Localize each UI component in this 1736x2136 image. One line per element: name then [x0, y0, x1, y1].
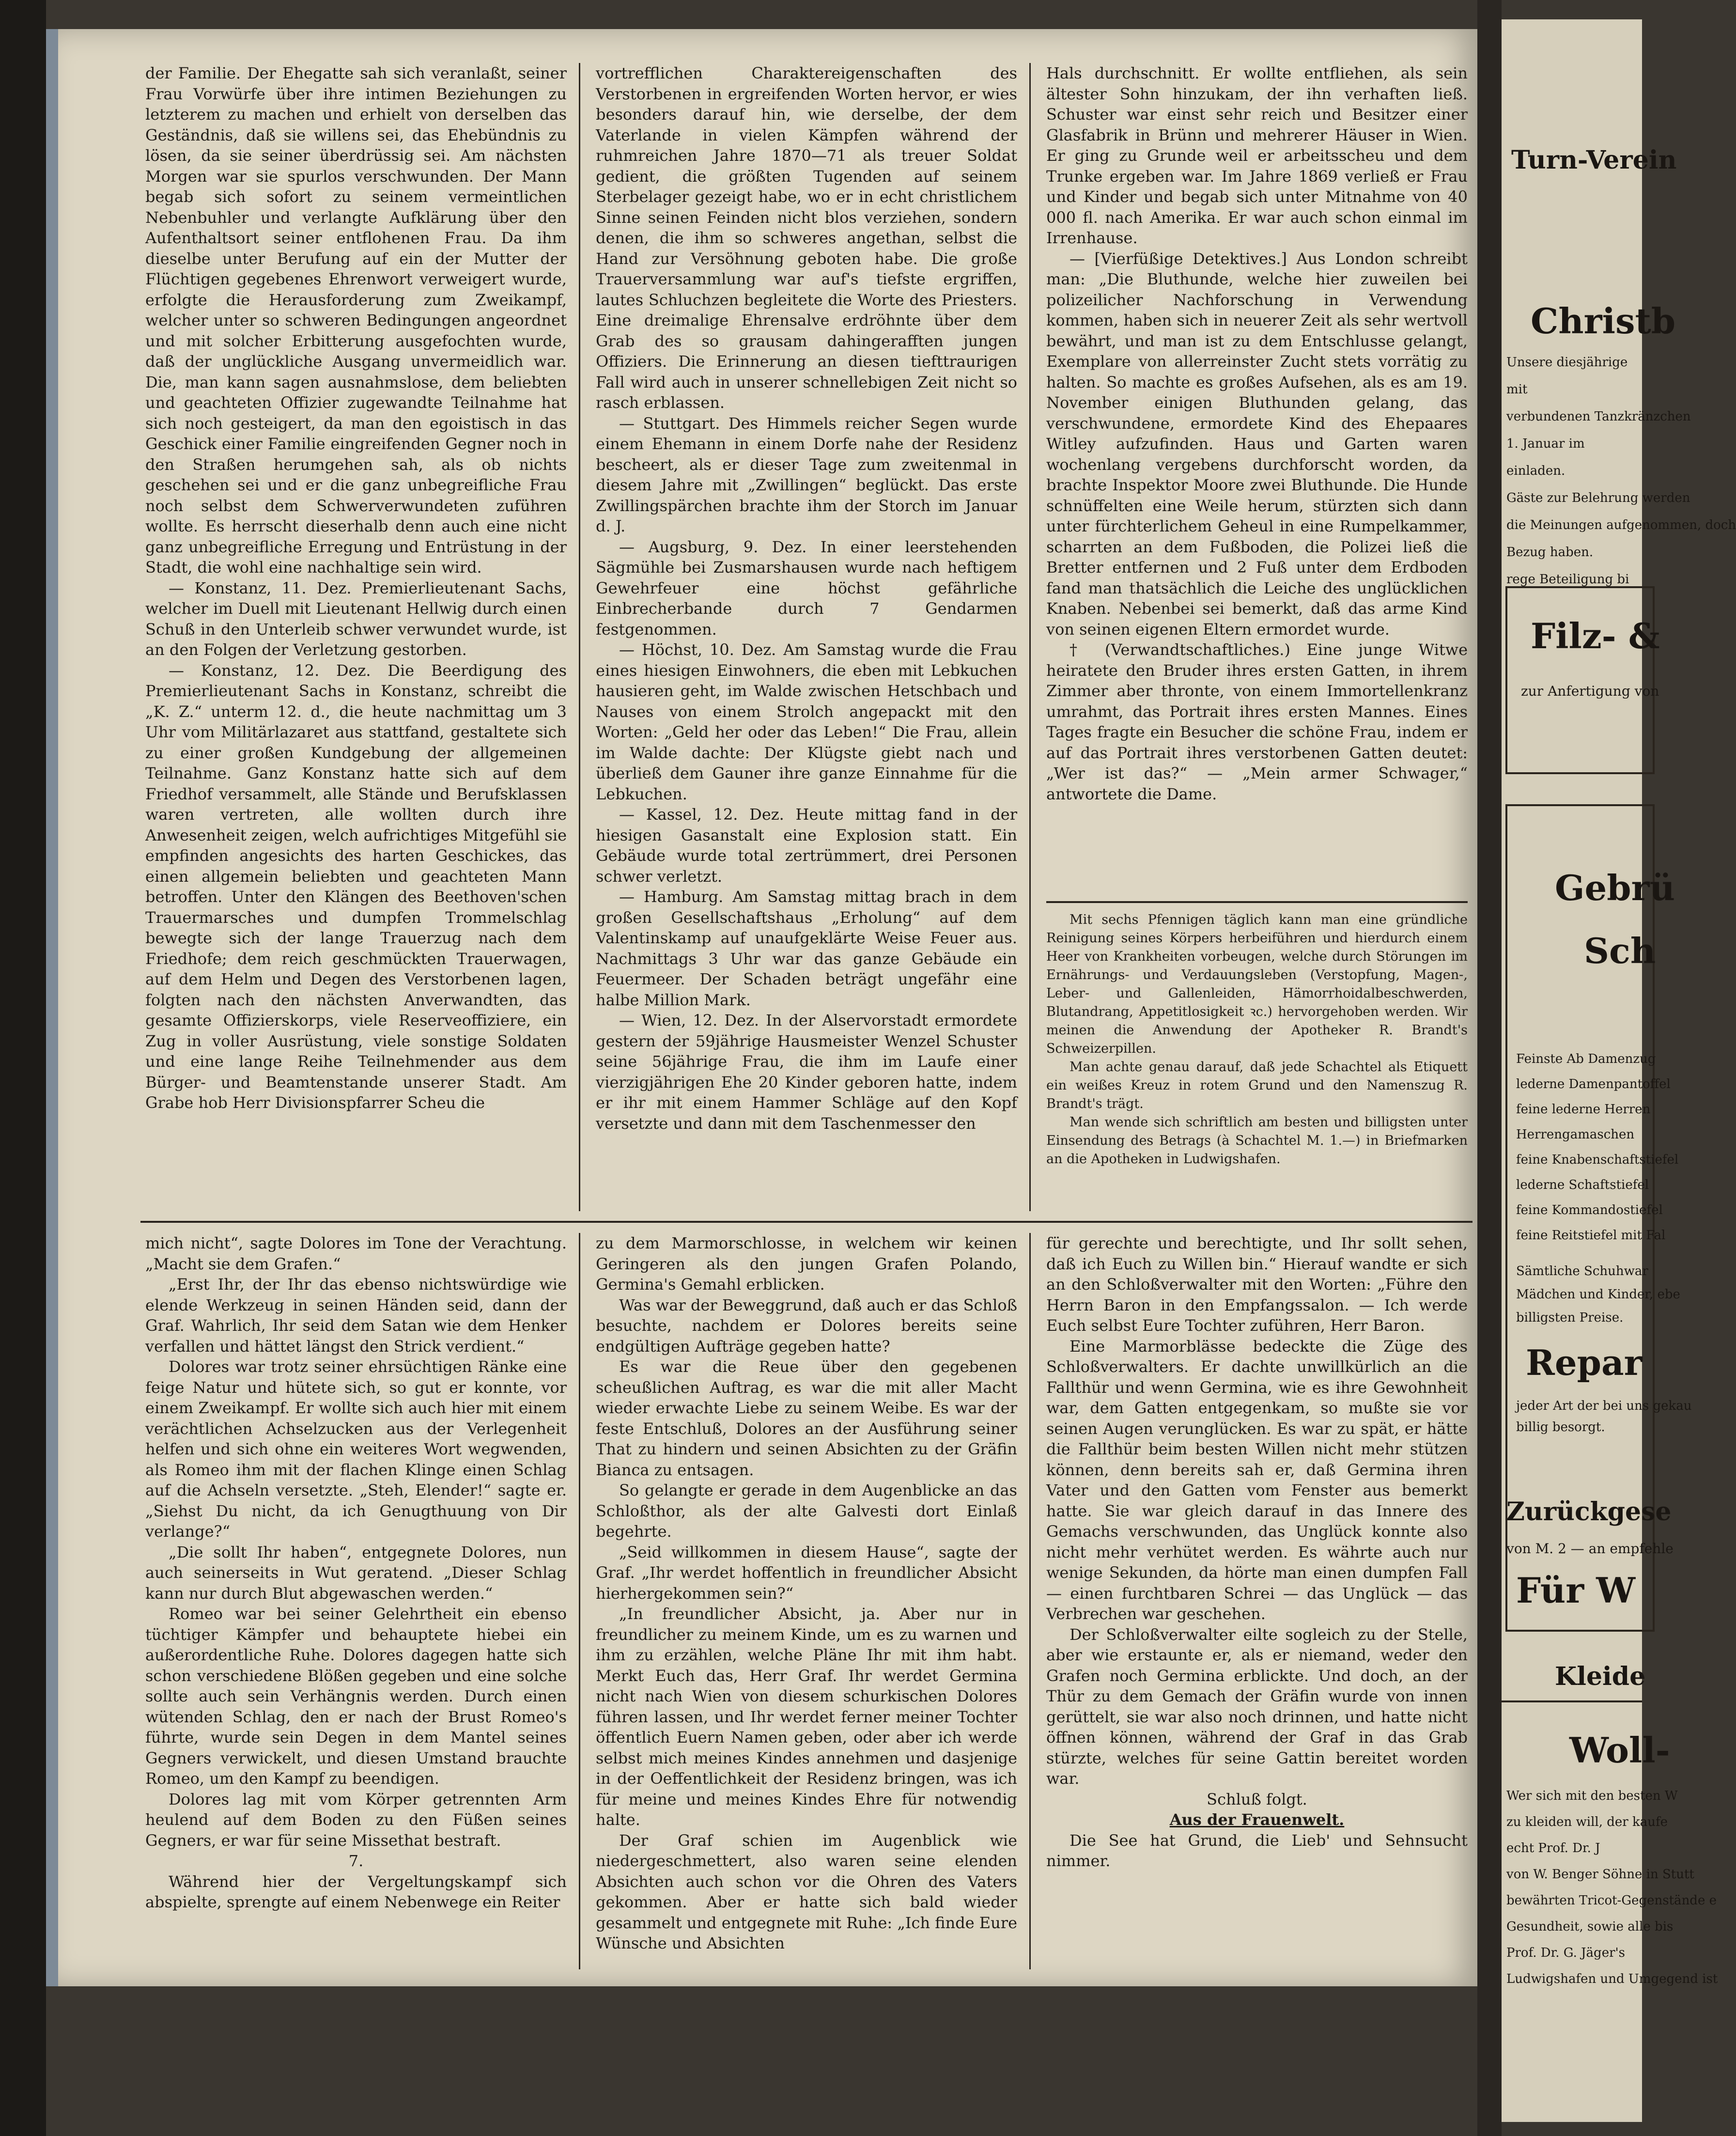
newspaper-page [58, 29, 1477, 1986]
ad-line: Gäste zur Belehrung werden [1506, 491, 1690, 505]
paragraph: Dolores lag mit vom Körper getrennten Arm heulend auf dem Boden zu den Füßen seines Gegners, er war für seine Missethat bestraft. [145, 1790, 567, 1850]
paragraph: — Augsburg, 9. Dez. In einer leerstehenden Sägmühle bei Zusmarshausen wurde nach heftigem Gewehrfeuer eine höchst gefährliche Einbrecherbande durch 7 Gendarmen festgenommen. [596, 537, 1017, 639]
paragraph: — Wien, 12. Dez. In der Alservorstadt ermordete gestern der 59jährige Hausmeister Wenzel Schuster seine 56jährige Frau, die ihm im Laufe einer vierzigjährigen Ehe 20 Kinder geboren hatte, indem er ihr mit einem Hammer Schläge auf den Kopf versetzte und dann mit dem Taschenmesser den [596, 1011, 1017, 1133]
ad-lines-2 [1516, 1046, 1678, 1248]
column-2-lower [596, 1233, 1017, 1954]
paragraph: der Familie. Der Ehegatte sah sich veranlaßt, seiner Frau Vorwürfe über ihre intimen Beziehungen zu letzterem zu machen und erhielt von derselben das Geständnis, daß sie willens sei, das Ehebündnis zu lösen, da sie seiner überdrüssig sei. Am nächsten Morgen war sie spurlos verschwunden. Der Mann begab sich sofort zu seinem vermeintlichen Nebenbuhler und verlangte Aufklärung über den Aufenthaltsort seiner entflohenen Frau. Da ihm dieselbe unter Berufung auf ein der Mutter der Flüchtigen gegebenes Ehrenwort verweigert wurde, erfolgte die Herausforderung zum Zweikampf, welcher unter so schweren Bedingungen angeordnet und mit solcher Erbitterung ausgefochten wurde, daß der unglückliche Ausgang unvermeidlich war. Die, man kann sagen ausnahmslose, dem beliebten und geachteten Offizier zugewandte Teilnahme hat sich noch gesteigert, da man den egoistisch in das Geschick einer Familie eingreifenden Gegner noch in den Straßen herumgehen sah, als ob nichts geschehen sei und er die ganz unbegreifliche Frau noch selbst dem Schwerverwundeten zuführen wollte. Es herrscht dieserhalb denn auch eine nicht ganz unbegreifliche Erregung und Entrüstung in der Stadt, die wohl eine nachhaltige sein wird. [145, 64, 567, 577]
book-binding [0, 0, 46, 2136]
paragraph: — Höchst, 10. Dez. Am Samstag wurde die Frau eines hiesigen Einwohners, die eben mit Lebkuchen hausieren geht, im Walde zwischen Hetschbach und Nauses von einem Strolch angepackt mit den Worten: „Geld her oder das Leben!“ Die Frau, allein im Walde dachte: Der Klügste giebt nach und überließ dem Gauner ihre ganze Einnahme für die Lebkuchen. [596, 640, 1017, 803]
paragraph: Eine Marmorblässe bedeckte die Züge des Schloßverwalters. Er dachte unwillkürlich an die Fallthür und wenn Germina, wie es ihre Gewohnheit war, dem Gatten entgegenkam, so mußte sie vor seinen Augen verunglücken. Es war zu spät, er hätte die Fallthür beim besten Willen nicht mehr stützen können, denn bereits sah er, daß Germina ihren Vater und den Gatten vom Fenster aus bemerkt hatte. Sie war gleich darauf in das Innere des Gemachs verschwunden, das Unglück konnte also nicht mehr verhütet werden. Es währte auch nur wenige Sekunden, da hörte man einen dumpfen Fall — einen furchtbaren Schrei — das Unglück — das Verbrechen war geschehen. [1046, 1337, 1468, 1623]
ad-lines-5 [1506, 1783, 1718, 1992]
ad-line: mit [1506, 382, 1528, 397]
ad-zurueck-sub: von M. 2 — an empfehle [1506, 1541, 1674, 1557]
ad-wolle: Woll- [1569, 1730, 1670, 1771]
ad-lines-4 [1516, 1395, 1692, 1438]
ad-line: rege Beteiligung bi [1506, 572, 1629, 587]
paragraph: Hals durchschnitt. Er wollte entfliehen, als sein ältester Sohn hinzukam, der ihn verhaften ließ. Schuster war einst sehr reich und Besitzer einer Glasfabrik in Brünn und mehrerer Häuser in Wien. Er ging zu Grunde weil er arbeitsscheu und dem Trunke ergeben war. Im Jahre 1869 verließ er Frau und Kinder und begab sich unter Mitnahme von 40 000 fl. nach Amerika. Er war auch schon einmal im Irrenhause. [1046, 64, 1468, 247]
ad-line: bewährten Tricot-Gegenstände e [1506, 1893, 1717, 1908]
facing-page-adverts [1502, 19, 1736, 2122]
ad-line: von W. Benger Söhne in Stutt [1506, 1867, 1694, 1882]
ad-filz: Filz- & [1531, 615, 1660, 656]
ad-line: lederne Schaftstiefel [1516, 1178, 1649, 1192]
ad-line: Sämtliche Schuhwar [1516, 1264, 1648, 1278]
paragraph: Der Schloßverwalter eilte sogleich zu der Stelle, aber wie erstaunte er, als er niemand, weder den Grafen noch Germina erblickte. Und doch, an der Thür zu dem Gemach der Gräfin wurde von innen gerüttelt, sie war also noch drinnen, und hatte nicht öffnen können, während der Graf in das Grab stürzte, welches für seine Gattin bereitet worden war. [1046, 1625, 1468, 1788]
ad-line: echt Prof. Dr. J [1506, 1841, 1600, 1855]
paragraph: Es war die Reue über den gegebenen scheußlichen Auftrag, es war die mit aller Macht wieder erwachte Liebe zu seinem Weibe. Es war der feste Entschluß, Dolores an der Ausführung seiner That zu hindern und seinen Absichten zu der Gräfin Bianca zu entsagen. [596, 1357, 1017, 1479]
ad-zurueckgesetzt: Zurückgese [1506, 1497, 1672, 1527]
ad-reparaturen: Repar [1526, 1342, 1643, 1383]
ad-line: feine Knabenschaftstiefel [1516, 1153, 1679, 1167]
advert-rule-top [1046, 901, 1468, 903]
ad-rule [1502, 1700, 1642, 1702]
paragraph: Man wende sich schriftlich am besten und billigsten unter Einsendung des Betrags (à Schachtel M. 1.—) in Briefmarken an die Apotheken in Ludwigshafen. [1046, 1115, 1468, 1167]
paragraph: 7. [348, 1852, 364, 1870]
column-rule-1 [579, 63, 580, 1211]
ad-line: die Meinungen aufgenommen, doch [1506, 518, 1736, 532]
column-3-lower [1046, 1233, 1468, 1871]
paragraph: Romeo war bei seiner Gelehrtheit ein ebenso tüchtiger Kämpfer und behauptete hiebei ein außerordentliche Ruhe. Dolores dagegen hatte sich schon verschiedene Blößen gegeben und eine solche sollte auch sein Verhängnis werden. Durch einen wütenden Schlag, den er nach der Brust Romeo's führte, wurde sein Degen in dem Mantel seines Gegners verwickelt, und diesen Umstand brauchte Romeo, um den Kampf zu beendigen. [145, 1605, 567, 1788]
ad-filz-sub: zur Anfertigung von [1521, 683, 1659, 699]
section-rule [140, 1221, 1472, 1223]
paragraph: So gelangte er gerade in dem Augenblicke an das Schloßthor, als der alte Galvesti dort Einlaß begehrte. [596, 1481, 1017, 1541]
paragraph: „Die sollt Ihr haben“, entgegnete Dolores, nun auch seinerseits in Wut geratend. „Dieser Schlag kann nur durch Blut abgewaschen werden.“ [145, 1543, 567, 1603]
ad-line: feine Kommandostiefel [1516, 1203, 1663, 1217]
page-gutter [1477, 0, 1502, 2136]
ad-gebrueder: Gebrü [1555, 867, 1675, 908]
ad-line: feine lederne Herren [1516, 1102, 1651, 1117]
paragraph: Schluß folgt. [1207, 1790, 1307, 1809]
ad-line: Mädchen und Kinder, ebe [1516, 1287, 1680, 1302]
paragraph: Man achte genau darauf, daß jede Schachtel als Etiquett ein weißes Kreuz in rotem Grund und den Namenszug R. Brandt's trägt. [1046, 1060, 1468, 1111]
paragraph: Mit sechs Pfennigen täglich kann man eine gründliche Reinigung seines Körpers herbeiführen und hierdurch einem Heer von Krankheiten vorbeugen, welche durch Störungen im Ernährungs- und Verdauungsleben (Verstopfung, Magen-, Leber- und Gallenleiden, Hämorrhoidalbeschwerden, Blutandrang, Appetitlosigkeit ꝛc.) hervorgehoben werden. Wir meinen die Anwendung der Apotheker R. Brandt's Schweizerpillen. [1046, 912, 1468, 1056]
column-2-upper [596, 63, 1017, 1134]
column-rule-3 [579, 1233, 580, 1969]
ad-lines-3 [1516, 1260, 1680, 1329]
column-1-lower [145, 1233, 567, 1913]
paragraph: — Kassel, 12. Dez. Heute mittag fand in der hiesigen Gasanstalt eine Explosion statt. Ein Gebäude wurde total zertrümmert, drei Personen schwer verletzt. [596, 805, 1017, 886]
column-rule-2 [1029, 63, 1031, 1211]
column-1-upper [145, 63, 567, 1113]
ad-line: verbundenen Tanzkränzchen [1506, 409, 1691, 424]
column-rule-4 [1029, 1233, 1031, 1969]
ad-line: einladen. [1506, 464, 1566, 478]
ad-turn-verein: Turn-Verein [1511, 145, 1677, 175]
ad-line: Bezug haben. [1506, 545, 1594, 560]
paragraph: Die See hat Grund, die Lieb' und Sehnsucht nimmer. [1046, 1831, 1468, 1870]
paragraph: — Hamburg. Am Samstag mittag brach in dem großen Gesellschaftshaus „Erholung“ auf dem Valentinskamp auf unaufgeklärte Weise Feuer aus. Nachmittags 3 Uhr war das ganze Gebäude ein Feuermeer. Der Schaden beträgt ungefähr eine halbe Million Mark. [596, 888, 1017, 1009]
ad-line: feine Reitstiefel mit Fal [1516, 1228, 1666, 1243]
ad-line: jeder Art der bei uns gekau [1516, 1399, 1692, 1413]
ad-fuer-winter: Für W [1516, 1570, 1636, 1611]
ad-line: lederne Damenpantoffel [1516, 1077, 1671, 1091]
ad-line: billig besorgt. [1516, 1420, 1605, 1434]
paragraph: vortrefflichen Charaktereigenschaften des Verstorbenen in ergreifenden Worten hervor, er wies besonders darauf hin, wie derselbe, der dem Vaterlande in vielen Kämpfen während der ruhmreichen Jahre 1870—71 als treuer Soldat gedient, die größten Tugenden auf seinem Sterbelager gezeigt habe, wo er in echt christlichem Sinne seinen Feinden nicht blos verziehen, sondern denen, die ihm so schweres angethan, selbst die Hand zur Versöhnung geboten habe. Die große Trauerversammlung war auf's tiefste ergriffen, lautes Schluchzen begleitete die Worte des Priesters. Eine dreimalige Ehrensalve erdröhnte über dem Grab des so grausam dahingerafften jungen Offiziers. Die Erinnerung an diesen tiefttraurigen Fall wird auch in unserer schnellebigen Zeit nicht so rasch erblassen. [596, 64, 1017, 412]
paragraph: Dolores war trotz seiner ehrsüchtigen Ränke eine feige Natur und hütete sich, so gut er konnte, vor einem Zweikampf. Er wollte sich auch hier mit einem verächtlichen Achselzucken aus der Verlegenheit helfen und sich ohne ein weiteres Wort wegwenden, als Romeo ihm mit der flachen Klinge einen Schlag auf die Achseln versetzte. „Steh, Elender!“ sagte er. „Siehst Du nicht, da ich Genugthuung von Dir verlange?“ [145, 1357, 567, 1541]
ad-schuhe: Sch [1584, 930, 1656, 971]
ad-christbaum: Christb [1531, 300, 1676, 342]
paragraph: Der Graf schien im Augenblick wie niedergeschmettert, also waren seine elenden Absichten auch schon vor die Ohren des Vaters gekommen. Aber er hatte sich bald wieder gesammelt und entgegnete mit Ruhe: „Ich finde Eure Wünsche und Absichten [596, 1831, 1017, 1952]
ad-box-filz [1505, 586, 1655, 774]
ad-kleider: Kleide [1555, 1662, 1646, 1691]
paragraph: † (Verwandtschaftliches.) Eine junge Witwe heiratete den Bruder ihres ersten Gatten, in ihrem Zimmer aber thronte, von einem Immortellenkranz umrahmt, das Portrait ihres ersten Mannes. Eines Tages fragte ein Besucher die schöne Frau, indem er auf das Portrait ihres verstorbenen Gatten deutet: „Wer ist das?“ — „Mein armer Schwager,“ antwortete die Dame. [1046, 640, 1468, 803]
ad-line: Prof. Dr. G. Jäger's [1506, 1946, 1625, 1960]
paragraph: Was war der Beweggrund, daß auch er das Schloß besuchte, nachdem er Dolores bereits seine endgültigen Aufträge gegeben hatte? [596, 1295, 1017, 1356]
ad-line: Feinste Ab Damenzug [1516, 1052, 1656, 1066]
paragraph: Während hier der Vergeltungskampf sich abspielte, sprengte auf einem Nebenwege ein Reiter [145, 1872, 567, 1911]
ad-line: zu kleiden will, der kaufe [1506, 1815, 1668, 1829]
paragraph: — [Vierfüßige Detektives.] Aus London schreibt man: „Die Bluthunde, welche hier zuweilen bei polizeilicher Nachforschung in Verwendung kommen, haben sich in neuerer Zeit als sehr wertvoll bewährt, und man ist zu dem Entschlusse gelangt, Exemplare von allerreinster Zucht stets vorrätig zu halten. So machte es großes Aufsehen, als es am 19. November einigen Bluthunden gelang, das verschwundene, ermordete Kind des Ehepaares Witley aufzufinden. Haus und Garten waren wochenlang vergebens durchforscht worden, da brachte Inspektor Moore zwei Bluthunde. Die Hunde schnüffelten eine Weile herum, stürzten sich dann unter fürchterlichem Geheul in eine Rumpelkammer, scharrten an dem Fußboden, die Polizei ließ die Bretter entfernen und 2 Fuß unter dem Erdboden fand man thatsächlich die Leiche des unglücklichen Knaben. Nebenbei sei bemerkt, daß das arme Kind von seinen eigenen Eltern ermordet wurde. [1046, 249, 1468, 639]
ad-line: 1. Januar im [1506, 437, 1585, 451]
paragraph: zu dem Marmorschlosse, in welchem wir keinen Geringeren als den jungen Grafen Polando, Germina's Gemahl erblicken. [596, 1234, 1017, 1294]
ad-line: Wer sich mit den besten W [1506, 1789, 1678, 1803]
paragraph: für gerechte und berechtigte, und Ihr sollt sehen, daß ich Euch zu Willen bin.“ Hierauf wandte er sich an den Schloßverwalter mit den Worten: „Führe den Herrn Baron in den Empfangssalon. — Ich werde Euch selbst Eure Tochter zuführen, Herr Baron. [1046, 1234, 1468, 1335]
ad-line: Ludwigshafen und Umgegend ist [1506, 1972, 1718, 1986]
paragraph: „Seid willkommen in diesem Hause“, sagte der Graf. „Ihr werdet hoffentlich in freundlicher Absicht hierhergekommen sein?“ [596, 1543, 1017, 1603]
ad-line: Unsere diesjährige [1506, 355, 1628, 370]
paragraph: „In freundlicher Absicht, ja. Aber nur in freundlicher zu meinem Kinde, um es zu warnen und ihm zu erzählen, welche Pläne Ihr mit ihm habt. Merkt Euch das, Herr Graf. Ihr werdet Germina nicht nach Wien von diesem schurkischen Dolores führen lassen, und Ihr werdet ferner meiner Tochter öffentlich Euern Namen geben, oder aber ich werde selbst mich meines Kindes annehmen und dasjenige in der Oeffentlichkeit der Residenz bringen, was ich für meine und meines Kindes Ehre für notwendig halte. [596, 1605, 1017, 1829]
column-3-upper [1046, 63, 1468, 804]
paragraph: — Stuttgart. Des Himmels reicher Segen wurde einem Ehemann in einem Dorfe nahe der Residenz bescheert, als er dieser Tage zum zweitenmal in diesem Jahre mit „Zwillingen“ beglückt. Das erste Zwillingspärchen brachte ihm der Storch im Januar d. J. [596, 414, 1017, 535]
binding-edge [46, 29, 58, 1986]
paragraph: Aus der Frauenwelt. [1169, 1810, 1345, 1829]
ad-line: Gesundheit, sowie alle bis [1506, 1919, 1674, 1934]
column-3-advert [1046, 911, 1468, 1169]
ad-line: billigsten Preise. [1516, 1310, 1624, 1325]
paragraph: — Konstanz, 11. Dez. Premierlieutenant Sachs, welcher im Duell mit Lieutenant Hellwig durch einen Schuß in den Unterleib schwer verwundet wurde, ist an den Folgen der Verletzung gestorben. [145, 578, 567, 659]
paragraph: mich nicht“, sagte Dolores im Tone der Verachtung. „Macht sie dem Grafen.“ [145, 1234, 567, 1273]
ad-lines-1 [1506, 349, 1736, 593]
ad-line: Herrengamaschen [1516, 1127, 1635, 1142]
paragraph: — Konstanz, 12. Dez. Die Beerdigung des Premierlieutenant Sachs in Konstanz, schreibt die „K. Z.“ unterm 12. d., die heute nachmittag um 3 Uhr vom Militärlazaret aus stattfand, gestaltete sich zu einer großen Kundgebung der allgemeinen Teilnahme. Ganz Konstanz hatte sich auf dem Friedhof versammelt, alle Stände und Berufsklassen waren vertreten, alle wollten durch ihre Anwesenheit zeigen, welch aufrichtiges Mitgefühl sie empfinden angesichts des harten Geschickes, das einen allgemein beliebten und geachteten Mann betroffen. Unter den Klängen des Beethoven'schen Trauermarsches und dumpfen Trommelschlag bewegte sich der lange Trauerzug nach dem Friedhofe; dem reich geschmückten Trauerwagen, auf dem Helm und Degen des Verstorbenen lagen, folgten nach den nächsten Anverwandten, das gesamte Offizierskorps, viele Reserveoffiziere, ein Zug in voller Ausrüstung, viele sonstige Soldaten und eine lange Reihe Teilnehmender aus dem Bürger- und Beamtenstande unserer Stadt. Am Grabe hob Herr Divisionspfarrer Scheu die [145, 661, 567, 1112]
paragraph: „Erst Ihr, der Ihr das ebenso nichtswürdige wie elende Werkzeug in seinen Händen seid, dann der Graf. Wahrlich, Ihr seid dem Satan wie dem Henker verfallen und hättet längst den Strick verdient.“ [145, 1275, 567, 1356]
